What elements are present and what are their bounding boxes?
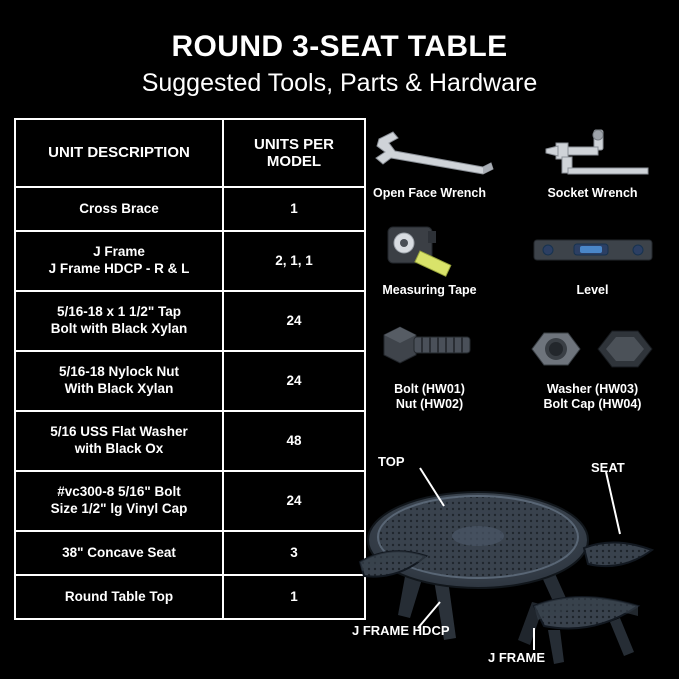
bolt-and-nut-icon: [352, 320, 507, 378]
cell-description: Round Table Top: [15, 575, 223, 619]
open-face-wrench-icon: [352, 124, 507, 182]
cell-description-text: J Frame J Frame HDCP - R & L: [48, 244, 190, 276]
cell-units: 24: [223, 471, 365, 531]
tool-open-face-wrench: [352, 124, 507, 201]
table-row: [15, 351, 365, 411]
spec-table: [14, 118, 366, 620]
cell-description: [15, 351, 223, 411]
callout-j-frame-hdcp: J FRAME HDCP: [352, 623, 450, 638]
cell-description: 38" Concave Seat: [15, 531, 223, 575]
socket-wrench-icon: [515, 124, 670, 182]
product-illustration: [348, 440, 678, 679]
page-title: ROUND 3-SEAT TABLE: [171, 30, 508, 63]
tools-grid: [352, 124, 670, 412]
tools-row-3: [352, 320, 670, 412]
column-header-units-line1: UNITS PER MODEL: [253, 135, 334, 170]
tool-level: [515, 221, 670, 298]
table-row: [15, 187, 365, 231]
tool-label: Bolt (HW01) Nut (HW02): [394, 382, 465, 411]
cell-description: [15, 411, 223, 471]
tool-label: Washer (HW03) Bolt Cap (HW04): [543, 382, 642, 411]
cell-units: 24: [223, 291, 365, 351]
table-row: [15, 531, 365, 575]
table-body: [15, 187, 365, 619]
cell-units: 1: [223, 187, 365, 231]
cell-description: [15, 291, 223, 351]
tool-label: Open Face Wrench: [373, 186, 486, 200]
table-row: [15, 575, 365, 619]
callout-seat: SEAT: [591, 460, 625, 475]
cell-description-text: #vc300-8 5/16" Bolt Size 1/2" lg Vinyl Cap: [50, 484, 188, 516]
cell-units: 1: [223, 575, 365, 619]
cell-units: 3: [223, 531, 365, 575]
table-row: [15, 471, 365, 531]
page-subtitle: Suggested Tools, Parts & Hardware: [141, 69, 538, 97]
cell-units: 24: [223, 351, 365, 411]
cell-units: 48: [223, 411, 365, 471]
cell-description: [15, 231, 223, 291]
level-icon: [515, 221, 670, 279]
cell-description: Cross Brace: [15, 187, 223, 231]
tools-row-1: [352, 124, 670, 201]
column-header-units: [223, 119, 365, 187]
tool-label: Level: [576, 283, 609, 297]
cell-units: 2, 1, 1: [223, 231, 365, 291]
round-table-drawing: [348, 440, 678, 679]
cell-description-text: 5/16-18 x 1 1/2" Tap Bolt with Black Xylan: [50, 304, 188, 336]
tool-label: Measuring Tape: [382, 283, 477, 297]
tool-bolt-nut: [352, 320, 507, 412]
cell-description: [15, 471, 223, 531]
cell-description-text: 5/16 USS Flat Washer with Black Ox: [50, 424, 188, 456]
title-block: [0, 30, 679, 98]
tool-measuring-tape: [352, 221, 507, 298]
measuring-tape-icon: [352, 221, 507, 279]
tool-socket-wrench: [515, 124, 670, 201]
washer-and-bolt-cap-icon: [515, 320, 670, 378]
table-row: [15, 411, 365, 471]
tool-label: Socket Wrench: [547, 186, 638, 200]
callout-top: TOP: [378, 454, 405, 469]
table-row: [15, 291, 365, 351]
table-header-row: [15, 119, 365, 187]
callout-j-frame: J FRAME: [488, 650, 546, 665]
cell-description-text: 5/16-18 Nylock Nut With Black Xylan: [58, 364, 180, 396]
tools-row-2: [352, 221, 670, 298]
column-header-description: UNIT DESCRIPTION: [15, 119, 223, 187]
tool-washer-bolt-cap: [515, 320, 670, 412]
table-row: [15, 231, 365, 291]
